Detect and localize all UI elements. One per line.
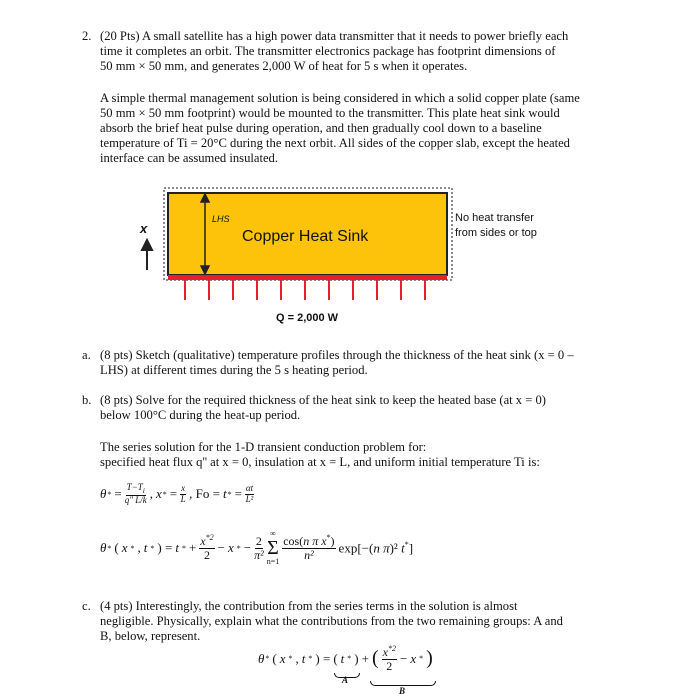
equation-2: θ * ( x * , t * ) = t * + $\frac{x^{*2}}{2}$ − x * − $\frac{2}{\text{π²}}$ ∞ Σ n=1 $\frac{\cos(n \pi x^*)}{\text{n²}}$ exp[−(n π)² t*] <box>100 529 414 566</box>
intro-line-2: time it completes an orbit. The transmitter electronics package has footprint dimensions of <box>100 44 556 58</box>
x-axis-label: x <box>140 221 148 236</box>
part-b-line-1: (8 pts) Solve for the required thickness of the heat sink to keep the heated base (at x = 0) <box>100 393 546 407</box>
part-a-line-2: LHS) at different times during the 5 s heating period. <box>100 363 368 377</box>
series-line-2: specified heat flux q'' at x = 0, insulation at x = L, and uniform initial temperature Ti is: <box>100 455 540 469</box>
para2-line-4: temperature of Ti = 20°C during the next orbit. All sides of the copper slab, except the heated <box>100 136 570 150</box>
para2-line-3: absorb the brief heat pulse during operation, and then gradually cool down to a baseline <box>100 121 542 135</box>
heat-input-label: Q = 2,000 W <box>276 312 339 324</box>
part-b-line-2: below 100°C during the heat-up period. <box>100 408 301 422</box>
heater-strip <box>168 275 447 280</box>
para2-line-1: A simple thermal management solution is being considered in which a solid copper plate (same <box>100 91 580 105</box>
question-number: 2. <box>82 29 92 43</box>
no-heat-transfer-line-1: No heat transfer <box>455 212 534 224</box>
part-c-line-3: B, below, represent. <box>100 629 201 643</box>
label-a: A <box>342 675 349 685</box>
x-axis-arrow <box>142 240 152 270</box>
intro-line-1: (20 Pts) A small satellite has a high power data transmitter that it needs to power briefly each <box>100 29 569 43</box>
series-line-1: The series solution for the 1-D transient conduction problem for: <box>100 440 427 454</box>
equation-3: θ * ( x * , t * ) = ( t * ) + ( $\frac{x^{*2}}{2}$ − x * ) <box>258 644 433 673</box>
para2-line-2: 50 mm × 50 mm footprint) would be mounted to the transmitter. This plate heat sink would <box>100 106 560 120</box>
intro-line-3: 50 mm × 50 mm, and generates 2,000 W of heat for 5 s when it operates. <box>100 59 468 73</box>
heat-flux-arrows <box>185 280 425 300</box>
part-b-letter: b. <box>82 393 92 407</box>
sink-label: Copper Heat Sink <box>242 228 369 245</box>
heat-sink-diagram <box>0 185 679 335</box>
label-b: B <box>399 686 406 696</box>
part-c-letter: c. <box>82 599 91 613</box>
part-a-line-1: (8 pts) Sketch (qualitative) temperature profiles through the thickness of the heat sink (x = 0 – <box>100 348 574 362</box>
para2-line-5: interface can be assumed insulated. <box>100 151 278 165</box>
lhs-label: LHS <box>212 214 230 224</box>
part-c-line-1: (4 pts) Interestingly, the contribution from the series terms in the solution is almost <box>100 599 518 613</box>
part-c-line-2: negligible. Physically, explain what the contributions from the two remaining groups: A and <box>100 614 563 628</box>
no-heat-transfer-line-2: from sides or top <box>455 227 537 239</box>
equation-1: θ * = $\frac{T-T_i}{q" L/k}$ , x * = $\frac{x}{L}$ , Fo = t * = $\frac{\alpha t}{\text{L²}}$ <box>100 482 254 505</box>
part-a-letter: a. <box>82 348 91 362</box>
